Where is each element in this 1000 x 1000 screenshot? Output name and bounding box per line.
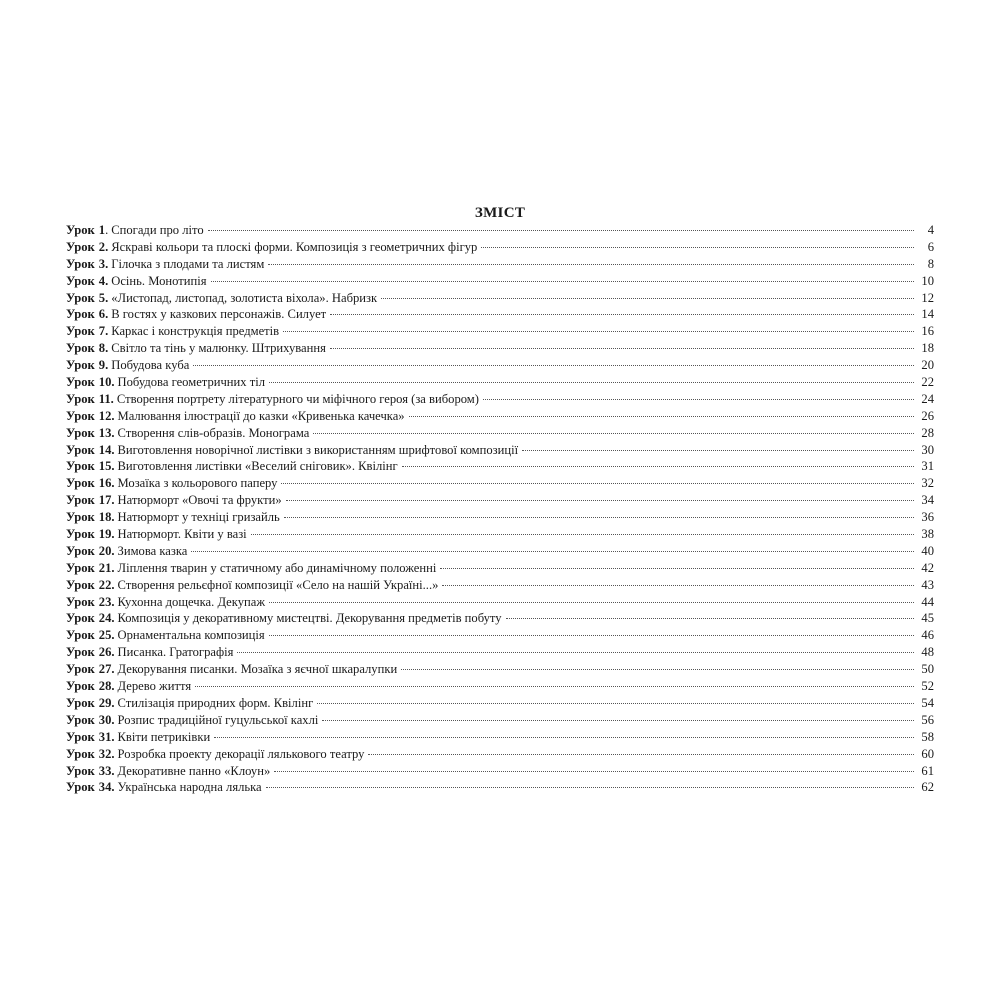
lesson-title: Каркас і конструкція предметів [111, 324, 280, 339]
page-number: 16 [921, 324, 934, 339]
lesson-number: 19. [98, 527, 115, 542]
page-number: 32 [921, 476, 934, 491]
toc-entry[interactable] [66, 678, 934, 695]
lesson-title: Світло та тінь у малюнку. Штрихування [111, 341, 326, 356]
lesson-number: 26. [98, 645, 115, 660]
lesson-separator: . [105, 223, 109, 237]
lesson-title: Декорування писанки. Мозаїка з яєчної шкаралупки [117, 662, 398, 677]
toc-entry[interactable] [66, 290, 934, 307]
lesson-label: Урок [66, 729, 95, 744]
toc-entry[interactable] [66, 577, 934, 594]
toc-entry[interactable] [66, 560, 934, 577]
lesson-title: Побудова геометричних тіл [117, 375, 266, 390]
lesson-number: 1 [98, 223, 106, 237]
lesson-label: Урок [66, 425, 95, 440]
lesson-label: Урок [66, 780, 95, 795]
lesson-title: Спогади про літо [111, 223, 204, 237]
toc-entry[interactable] [66, 273, 934, 290]
page-number: 8 [927, 256, 934, 271]
toc-entry[interactable] [66, 442, 934, 459]
lesson-title: Композиція у декоративному мистецтві. Декорування предметів побуту [117, 611, 502, 626]
lesson-label: Урок [66, 510, 95, 525]
lesson-title: Розробка проекту декорації лялькового театру [117, 746, 365, 761]
lesson-title: Яскраві кольори та плоскі форми. Композиція з геометричних фігур [111, 239, 478, 254]
lesson-label: Урок [66, 560, 95, 575]
lesson-number: 4. [98, 273, 109, 288]
lesson-label: Урок [66, 358, 95, 373]
lesson-title: Виготовлення новорічної листівки з використанням шрифтової композиції [117, 442, 519, 457]
lesson-label: Урок [66, 746, 95, 761]
toc-list [66, 222, 934, 796]
toc-entry[interactable] [66, 425, 934, 442]
toc-entry[interactable] [66, 729, 934, 746]
lesson-number: 21. [98, 560, 115, 575]
lesson-number: 15. [98, 459, 115, 474]
dot-leader [440, 568, 914, 569]
page-number: 36 [921, 510, 934, 525]
lesson-title: Створення рельєфної композиції «Село на нашій Україні...» [117, 577, 439, 592]
lesson-label: Урок [66, 577, 95, 592]
lesson-number: 13. [98, 425, 115, 440]
page-number: 6 [927, 239, 934, 254]
dot-leader [381, 298, 914, 299]
lesson-title: Ліплення тварин у статичному або динамічному положенні [117, 560, 437, 575]
page-number: 20 [921, 358, 934, 373]
dot-leader [313, 433, 914, 434]
lesson-number: 6. [98, 307, 109, 322]
dot-leader [286, 500, 914, 501]
lesson-label: Урок [66, 442, 95, 457]
dot-leader [330, 348, 914, 349]
page-number: 56 [921, 712, 934, 727]
lesson-title: «Листопад, листопад, золотиста віхола». Набризк [111, 290, 378, 305]
toc-entry[interactable] [66, 458, 934, 475]
table-of-contents [66, 204, 934, 796]
lesson-number: 32. [98, 746, 115, 761]
toc-entry[interactable] [66, 239, 934, 256]
lesson-label: Урок [66, 307, 95, 322]
toc-entry[interactable] [66, 627, 934, 644]
toc-entry[interactable] [66, 374, 934, 391]
lesson-label: Урок [66, 324, 95, 339]
lesson-number: 2. [98, 239, 109, 254]
lesson-number: 11. [98, 391, 114, 406]
page-number: 58 [921, 729, 934, 744]
lesson-label: Урок [66, 341, 95, 356]
toc-entry[interactable] [66, 661, 934, 678]
dot-leader [208, 230, 914, 231]
lesson-number: 25. [98, 628, 115, 643]
toc-entry[interactable] [66, 763, 934, 780]
page-number: 52 [921, 679, 934, 694]
dot-leader [330, 314, 914, 315]
page-number: 12 [921, 290, 934, 305]
lesson-number: 28. [98, 679, 115, 694]
lesson-title: Виготовлення листівки «Веселий сніговик». Квілінг [117, 459, 398, 474]
lesson-label: Урок [66, 594, 95, 609]
page-number: 42 [921, 560, 934, 575]
lesson-number: 16. [98, 476, 115, 491]
page-number: 4 [927, 223, 934, 237]
page-number: 31 [921, 459, 934, 474]
lesson-label: Урок [66, 712, 95, 727]
lesson-number: 18. [98, 510, 115, 525]
page-number: 38 [921, 527, 934, 542]
dot-leader [266, 787, 914, 788]
toc-entry[interactable] [66, 779, 934, 796]
page-number: 50 [921, 662, 934, 677]
lesson-label: Урок [66, 543, 95, 558]
toc-title: ЗМІСТ [474, 205, 526, 221]
toc-entry[interactable] [66, 408, 934, 425]
lesson-number: 24. [98, 611, 115, 626]
dot-leader [281, 483, 914, 484]
page-number: 61 [921, 763, 934, 778]
toc-entry[interactable] [66, 594, 934, 611]
lesson-label: Урок [66, 527, 95, 542]
toc-entry[interactable] [66, 323, 934, 340]
page-number: 46 [921, 628, 934, 643]
toc-entry[interactable] [66, 526, 934, 543]
lesson-number: 17. [98, 493, 115, 508]
lesson-title: Створення слів-образів. Монограма [117, 425, 310, 440]
dot-leader [401, 669, 914, 670]
toc-entry[interactable] [66, 543, 934, 560]
dot-leader [237, 652, 914, 653]
dot-leader [402, 466, 914, 467]
dot-leader [214, 737, 914, 738]
lesson-label: Урок [66, 223, 95, 237]
lesson-title: Розпис традиційної гуцульської кахлі [117, 712, 319, 727]
dot-leader [191, 551, 914, 552]
lesson-number: 20. [98, 543, 115, 558]
dot-leader [211, 281, 914, 282]
lesson-label: Урок [66, 391, 95, 406]
toc-entry[interactable] [66, 509, 934, 526]
dot-leader [251, 534, 914, 535]
dot-leader [322, 720, 914, 721]
lesson-number: 23. [98, 594, 115, 609]
dot-leader [522, 450, 914, 451]
dot-leader [195, 686, 914, 687]
lesson-label: Урок [66, 611, 95, 626]
dot-leader [506, 618, 914, 619]
dot-leader [368, 754, 914, 755]
lesson-number: 29. [98, 695, 115, 710]
lesson-label: Урок [66, 493, 95, 508]
dot-leader [409, 416, 914, 417]
lesson-title: Квіти петриківки [117, 729, 211, 744]
lesson-title: Натюрморт «Овочі та фрукти» [117, 493, 282, 508]
toc-entry[interactable] [66, 222, 934, 239]
lesson-label: Урок [66, 273, 95, 288]
lesson-title: Кухонна дощечка. Декупаж [117, 594, 266, 609]
lesson-title: Гілочка з плодами та листям [111, 256, 265, 271]
page-number: 24 [921, 391, 934, 406]
lesson-title: Декоративне панно «Клоун» [117, 763, 271, 778]
lesson-title: Натюрморт у техніці гризайль [117, 510, 280, 525]
lesson-label: Урок [66, 628, 95, 643]
toc-entry[interactable] [66, 492, 934, 509]
toc-entry[interactable] [66, 306, 934, 323]
dot-leader [283, 331, 914, 332]
lesson-label: Урок [66, 695, 95, 710]
lesson-number: 14. [98, 442, 115, 457]
toc-entry[interactable] [66, 712, 934, 729]
toc-entry[interactable] [66, 695, 934, 712]
toc-entry[interactable] [66, 644, 934, 661]
lesson-label: Урок [66, 459, 95, 474]
dot-leader [442, 585, 914, 586]
lesson-label: Урок [66, 256, 95, 271]
toc-entry[interactable] [66, 340, 934, 357]
page-number: 34 [921, 493, 934, 508]
lesson-number: 3. [98, 256, 109, 271]
lesson-title: Українська народна лялька [117, 780, 262, 795]
dot-leader [269, 382, 914, 383]
lesson-number: 8. [98, 341, 109, 356]
lesson-label: Урок [66, 645, 95, 660]
lesson-title: Малювання ілюстрації до казки «Кривенька качечка» [117, 408, 405, 423]
page-number: 48 [921, 645, 934, 660]
page-number: 40 [921, 543, 934, 558]
page-number: 26 [921, 408, 934, 423]
lesson-number: 31. [98, 729, 115, 744]
lesson-label: Урок [66, 763, 95, 778]
page-number: 30 [921, 442, 934, 457]
page-number: 22 [921, 375, 934, 390]
lesson-title: Дерево життя [117, 679, 192, 694]
dot-leader [269, 602, 914, 603]
toc-entry[interactable] [66, 357, 934, 374]
lesson-label: Урок [66, 239, 95, 254]
toc-entry[interactable] [66, 475, 934, 492]
toc-entry[interactable] [66, 256, 934, 273]
lesson-title: В гостях у казкових персонажів. Силует [111, 307, 327, 322]
page-number: 18 [921, 341, 934, 356]
lesson-title: Створення портрету літературного чи міфічного героя (за вибором) [116, 391, 479, 406]
lesson-title: Орнаментальна композиція [117, 628, 265, 643]
lesson-number: 30. [98, 712, 115, 727]
lesson-number: 5. [98, 290, 109, 305]
lesson-label: Урок [66, 290, 95, 305]
page-number: 10 [921, 273, 934, 288]
lesson-number: 22. [98, 577, 115, 592]
dot-leader [268, 264, 914, 265]
lesson-title: Побудова куба [111, 358, 190, 373]
lesson-label: Урок [66, 375, 95, 390]
toc-entry[interactable] [66, 746, 934, 763]
lesson-number: 7. [98, 324, 109, 339]
lesson-title: Мозаїка з кольорового паперу [117, 476, 278, 491]
lesson-number: 9. [98, 358, 109, 373]
lesson-title: Осінь. Монотипія [111, 273, 207, 288]
lesson-number: 27. [98, 662, 115, 677]
page-number: 54 [921, 695, 934, 710]
dot-leader [284, 517, 914, 518]
lesson-label: Урок [66, 662, 95, 677]
page-number: 62 [921, 780, 934, 795]
lesson-number: 33. [98, 763, 115, 778]
lesson-title: Стилізація природних форм. Квілінг [117, 695, 314, 710]
lesson-number: 10. [98, 375, 115, 390]
lesson-title: Натюрморт. Квіти у вазі [117, 527, 247, 542]
dot-leader [193, 365, 914, 366]
lesson-label: Урок [66, 408, 95, 423]
page-number: 45 [921, 611, 934, 626]
dot-leader [317, 703, 914, 704]
page-number: 44 [921, 594, 934, 609]
lesson-title: Писанка. Гратографія [117, 645, 234, 660]
dot-leader [483, 399, 914, 400]
lesson-number: 34. [98, 780, 115, 795]
dot-leader [269, 635, 914, 636]
lesson-label: Урок [66, 476, 95, 491]
page-number: 14 [921, 307, 934, 322]
page-number: 60 [921, 746, 934, 761]
page-number: 28 [921, 425, 934, 440]
lesson-title: Зимова казка [117, 543, 188, 558]
dot-leader [274, 771, 914, 772]
dot-leader [481, 247, 914, 248]
lesson-number: 12. [98, 408, 115, 423]
page-number: 43 [921, 577, 934, 592]
toc-entry[interactable] [66, 610, 934, 627]
toc-entry[interactable] [66, 391, 934, 408]
lesson-label: Урок [66, 679, 95, 694]
